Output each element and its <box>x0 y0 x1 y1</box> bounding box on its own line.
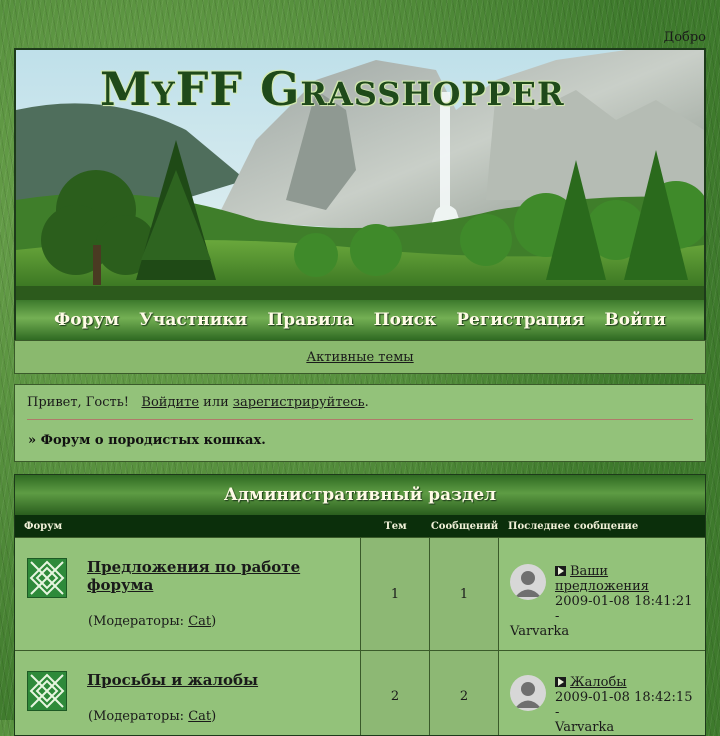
forum-status-icon <box>27 558 67 598</box>
forum-title-link[interactable]: Просьбы и жалобы <box>87 671 259 689</box>
topics-count: 2 <box>361 651 430 736</box>
nav-rules[interactable]: Правила <box>267 310 354 330</box>
col-last-post-header: Последнее сообщение <box>508 520 639 532</box>
breadcrumb: » Форум о породистых кошках. <box>28 433 266 448</box>
moderators-prefix: (Модераторы: <box>88 614 189 629</box>
page-wrapper <box>14 48 706 374</box>
section-title: Административный раздел <box>15 475 705 515</box>
last-post-date: 2009-01-08 18:42:15 - <box>555 690 693 720</box>
period-text: . <box>364 395 369 410</box>
site-banner <box>14 48 706 300</box>
welcome-message <box>27 395 369 410</box>
forum-status-icon <box>27 671 67 711</box>
last-post-cell <box>499 538 705 650</box>
posts-count: 1 <box>430 538 499 650</box>
forum-cell <box>15 651 361 736</box>
moderators-prefix: (Модераторы: <box>88 709 189 724</box>
forum-section <box>14 474 706 736</box>
moderators-suffix: ) <box>211 709 217 724</box>
nav-members[interactable]: Участники <box>139 310 248 330</box>
col-topics-header: Тем <box>384 520 407 532</box>
forum-title-link[interactable]: Предложения по работе форума <box>87 558 301 594</box>
table-row <box>15 650 705 736</box>
last-post-link[interactable]: Ваши предложения <box>555 564 649 594</box>
welcome-panel <box>14 384 706 462</box>
topics-count: 1 <box>361 538 430 650</box>
posts-count: 2 <box>430 651 499 736</box>
moderators <box>88 614 216 629</box>
nav-login[interactable]: Войти <box>604 310 666 330</box>
last-post-cell <box>499 651 705 736</box>
nav-register[interactable]: Регистрация <box>456 310 585 330</box>
register-link[interactable]: зарегистрируйтесь <box>232 395 365 410</box>
moderator-link[interactable]: Cat <box>188 709 212 724</box>
guest-greeting: Привет, Гость! <box>27 395 130 410</box>
last-post-info <box>510 675 699 735</box>
col-forum-header: Форум <box>24 520 63 532</box>
go-to-post-icon[interactable] <box>555 566 566 576</box>
login-link[interactable]: Войдите <box>141 395 200 410</box>
last-post-info <box>510 564 699 639</box>
moderators-suffix: ) <box>211 614 217 629</box>
col-posts-header: Сообщений <box>430 520 499 532</box>
table-row <box>15 537 705 650</box>
last-post-date: 2009-01-08 18:41:21 - <box>555 594 693 624</box>
site-logo[interactable]: MyFF Grasshopper <box>100 62 565 116</box>
active-topics-bar <box>14 340 706 374</box>
active-topics-link[interactable]: Активные темы <box>306 349 414 365</box>
nav-forum[interactable]: Форум <box>54 310 120 330</box>
go-to-post-icon[interactable] <box>555 677 566 687</box>
panel-divider <box>27 419 693 420</box>
moderators <box>88 709 216 724</box>
last-post-author: Varvarka <box>555 720 615 735</box>
or-text: или <box>203 395 229 410</box>
greeting-top: Добро <box>663 30 706 45</box>
last-post-author: Varvarka <box>510 624 570 639</box>
moderator-link[interactable]: Cat <box>188 614 212 629</box>
forum-cell <box>15 538 361 650</box>
table-header <box>15 515 705 537</box>
last-post-link[interactable]: Жалобы <box>570 675 627 690</box>
main-nav <box>14 300 706 340</box>
nav-search[interactable]: Поиск <box>373 310 437 330</box>
